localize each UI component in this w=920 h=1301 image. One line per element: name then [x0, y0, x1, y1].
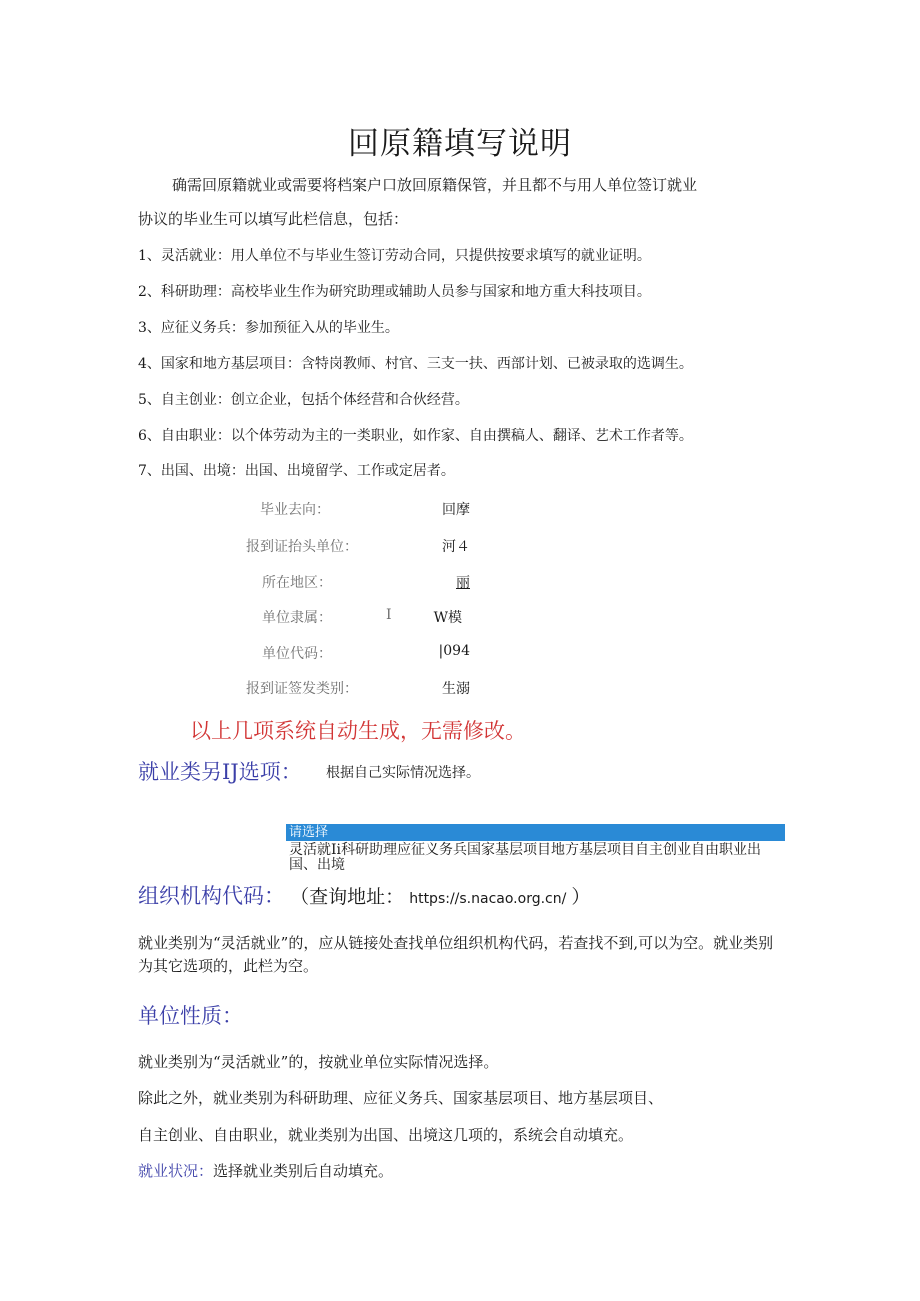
field-label-destination: 毕业去向：	[260, 502, 330, 518]
field-value-affiliation: W模	[433, 610, 462, 626]
org-code-query-suffix: ）	[571, 886, 591, 908]
org-code-url-link[interactable]: https://s.nacao.org.cn/	[409, 891, 567, 907]
employment-type-options[interactable]: 灵活就Ii科研助理应征义务兵国家基层项目地方基层项目自主创业自由职业出国、出境	[289, 842, 762, 873]
field-mid-affiliation: I	[386, 607, 392, 623]
unit-nature-heading: 单位性质：	[138, 1004, 243, 1028]
unit-nature-line-2: 除此之外，就业类别为科研助理、应征义务兵、国家基层项目、地方基层项目、	[138, 1089, 664, 1107]
field-label-unit-code: 单位代码：	[262, 646, 332, 662]
unit-nature-line-1: 就业类别为“灵活就业”的，按就业单位实际情况选择。	[138, 1053, 499, 1071]
field-label-region: 所在地区：	[262, 575, 332, 591]
employment-status-label: 就业状况：	[138, 1162, 214, 1180]
field-label-report-unit: 报到证抬头单位：	[246, 539, 358, 555]
field-label-affiliation: 单位隶属：	[262, 610, 332, 626]
intro-line-2: 协议的毕业生可以填写此栏信息，包括：	[138, 210, 409, 228]
employment-type-select[interactable]: 请选择	[286, 824, 785, 841]
auto-generated-note: 以上几项系统自动生成，无需修改。	[190, 719, 526, 743]
field-value-region: 丽	[456, 575, 470, 591]
list-item: 7、出国、出境：出国、出境留学、工作或定居者。	[138, 463, 455, 479]
field-value-unit-code: |094	[438, 643, 470, 659]
org-code-heading: 组织机构代码：	[138, 884, 285, 908]
list-item: 6、自由职业：以个体劳动为主的一类职业，如作家、自由撰稿人、翻译、艺术工作者等。	[138, 428, 693, 444]
field-value-destination: 回摩	[442, 502, 470, 518]
list-item: 5、自主创业：创立企业，包括个体经营和合伙经营。	[138, 392, 469, 408]
org-code-description: 就业类别为“灵活就业”的，应从链接处查找单位组织机构代码，若查找不到,可以为空。就业类别为其它选项的，此栏为空。	[138, 934, 774, 975]
list-item: 3、应征义务兵：参加预征入从的毕业生。	[138, 320, 399, 336]
org-code-query-prefix: （查询地址：	[290, 886, 405, 908]
field-value-report-type: 生溺	[442, 681, 470, 697]
field-label-report-type: 报到证签发类别：	[246, 681, 358, 697]
page-title: 回原籍填写说明	[348, 126, 572, 162]
list-item: 4、国家和地方基层项目：含特岗教师、村官、三支一扶、西部计划、已被录取的选调生。	[138, 356, 693, 372]
unit-nature-line-3: 自主创业、自由职业，就业类别为出国、出境这几项的，系统会自动填充。	[138, 1126, 634, 1144]
employment-status-row	[138, 1160, 393, 1181]
list-item: 2、科研助理：高校毕业生作为研究助理或辅助人员参与国家和地方重大科技项目。	[138, 284, 651, 300]
employment-type-heading: 就业类另IJ选项：	[138, 760, 302, 784]
employment-type-hint: 根据自己实际情况选择。	[326, 765, 480, 781]
intro-line-1: 确需回原籍就业或需要将档案户口放回原籍保管，并且都不与用人单位签订就业	[172, 176, 698, 194]
field-value-report-unit: 河４	[442, 539, 470, 555]
org-code-row	[138, 880, 590, 910]
list-item: 1、灵活就业：用人单位不与毕业生签订劳动合同，只提供按要求填写的就业证明。	[138, 248, 651, 264]
employment-status-text: 选择就业类别后自动填充。	[213, 1162, 394, 1180]
